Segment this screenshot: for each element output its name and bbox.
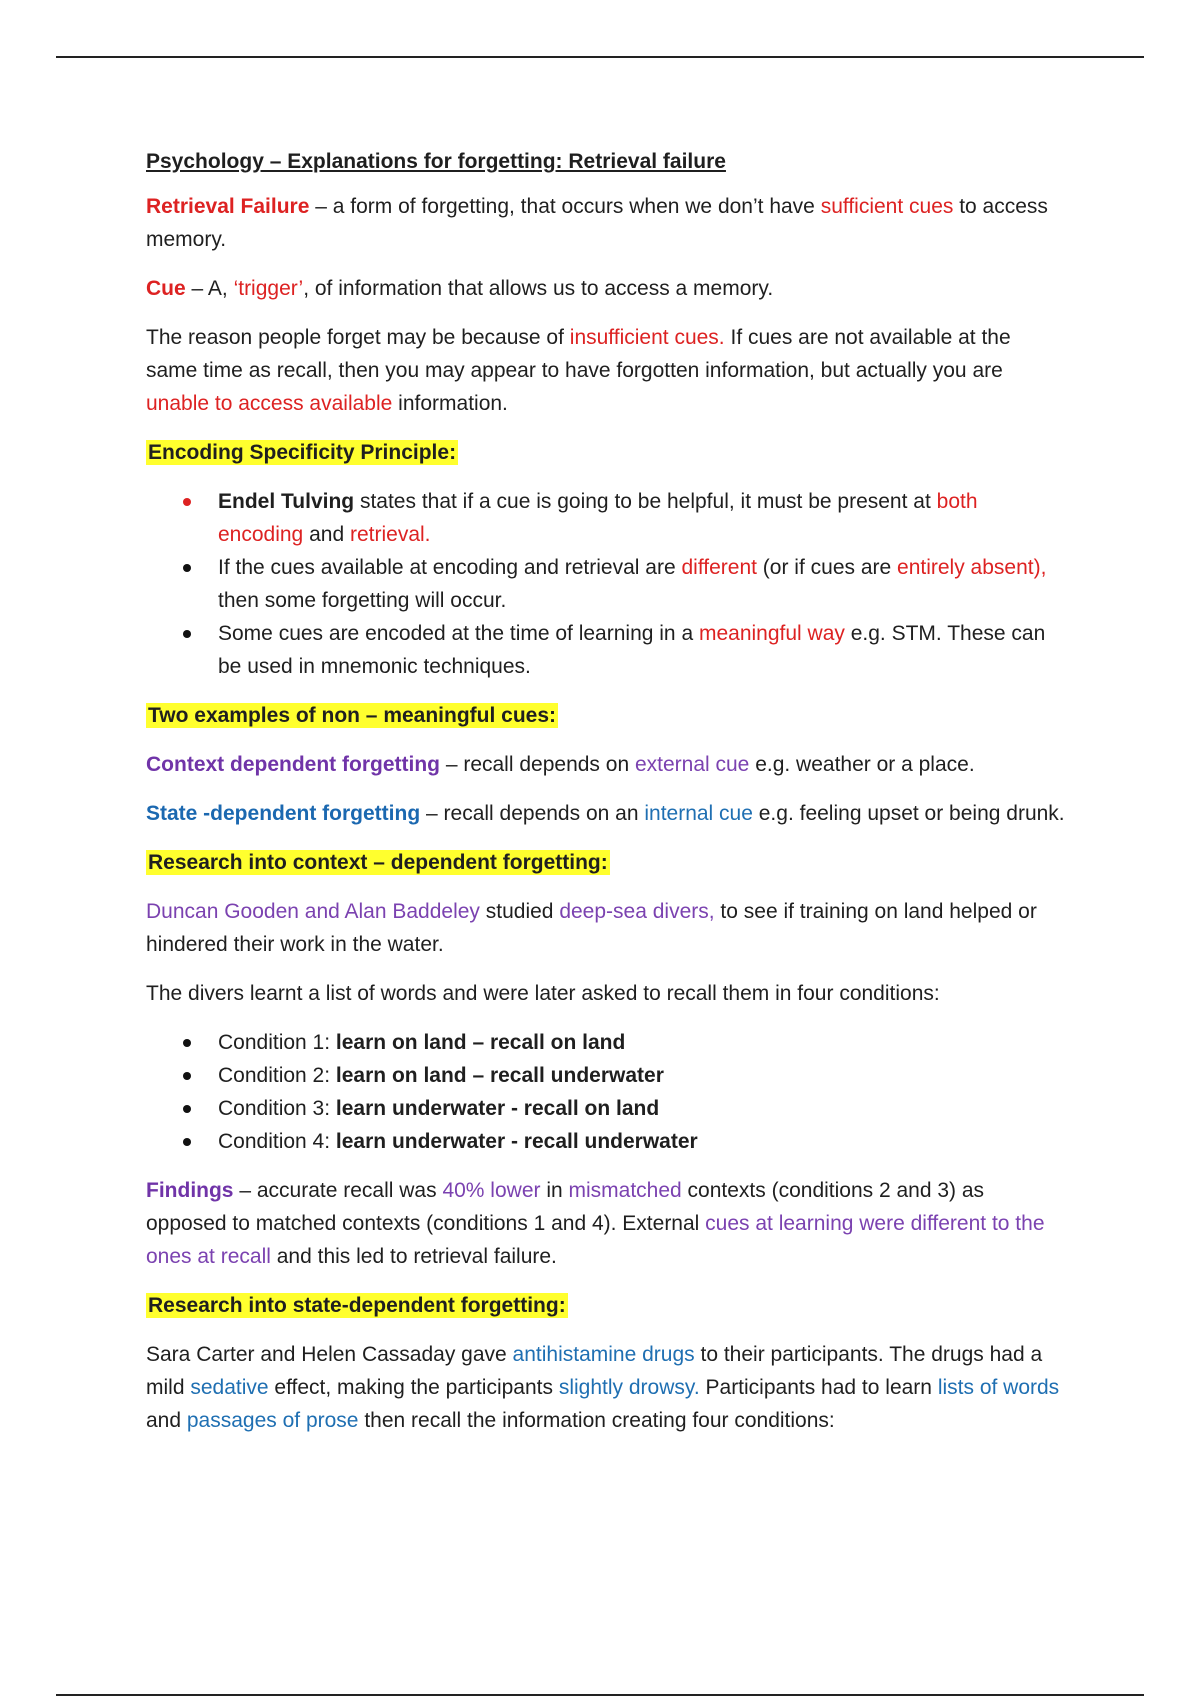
heading-encoding-specificity: Encoding Specificity Principle: [148,441,457,464]
conditions-list [146,1026,1066,1158]
list-item: Condition 4: learn underwater - recall underwater [146,1125,1066,1158]
list-item: Some cues are encoded at the time of learning in a meaningful way e.g. STM. These can be used in mnemonic techniques. [146,617,1066,683]
heading-state-research: Research into state-dependent forgetting: [148,1294,566,1317]
list-item: If the cues available at encoding and retrieval are different (or if cues are entirely absent), then some forgetting will occur. [146,551,1066,617]
divers-paragraph: Duncan Gooden and Alan Baddeley studied deep-sea divers, to see if training on land helped or hindered their work in the water. [146,900,1037,956]
retrieval-failure-definition: Retrieval Failure – a form of forgetting, that occurs when we don’t have sufficient cues to access memory. [146,195,1048,251]
bullet-icon [183,1138,191,1146]
cue-definition: Cue – A, ‘trigger’, of information that allows us to access a memory. [146,277,774,300]
heading-two-examples: Two examples of non – meaningful cues: [148,704,557,727]
bullet-icon [183,498,191,506]
page-title: Psychology – Explanations for forgetting: Retrieval failure [146,150,726,173]
list-item: Condition 1: learn on land – recall on land [146,1026,1066,1059]
list-item: Condition 2: learn on land – recall underwater [146,1059,1066,1092]
top-rule [56,56,1144,58]
esp-bullet-list [146,485,1066,683]
bottom-rule [56,1694,1144,1696]
bullet-icon [183,630,191,638]
bullet-icon [183,1039,191,1047]
document-page [146,145,1066,1453]
context-dependent-definition: Context dependent forgetting – recall depends on external cue e.g. weather or a place. [146,753,975,776]
list-item: Condition 3: learn underwater - recall on land [146,1092,1066,1125]
bullet-icon [183,1105,191,1113]
divers-list-intro: The divers learnt a list of words and were later asked to recall them in four conditions: [146,982,940,1005]
carter-paragraph: Sara Carter and Helen Cassaday gave antihistamine drugs to their participants. The drugs had a mild sedative effect, making the participants slightly drowsy. Participants had to learn lists of words and passages of prose then recall the information creating four conditions: [146,1343,1060,1432]
findings-paragraph: Findings – accurate recall was 40% lower in mismatched contexts (conditions 2 and 3) as opposed to matched contexts (conditions 1 and 4). External cues at learning were different to the ones at recall and this led to retrieval failure. [146,1179,1045,1268]
bullet-icon [183,564,191,572]
reason-paragraph: The reason people forget may be because of insufficient cues. If cues are not available at the same time as recall, then you may appear to have forgotten information, but actually you are unable to access available information. [146,326,1011,415]
state-dependent-definition: State -dependent forgetting – recall depends on an internal cue e.g. feeling upset or being drunk. [146,802,1065,825]
heading-context-research: Research into context – dependent forgetting: [148,851,608,874]
bullet-icon [183,1072,191,1080]
list-item: Endel Tulving states that if a cue is going to be helpful, it must be present at both encoding and retrieval. [146,485,1066,551]
